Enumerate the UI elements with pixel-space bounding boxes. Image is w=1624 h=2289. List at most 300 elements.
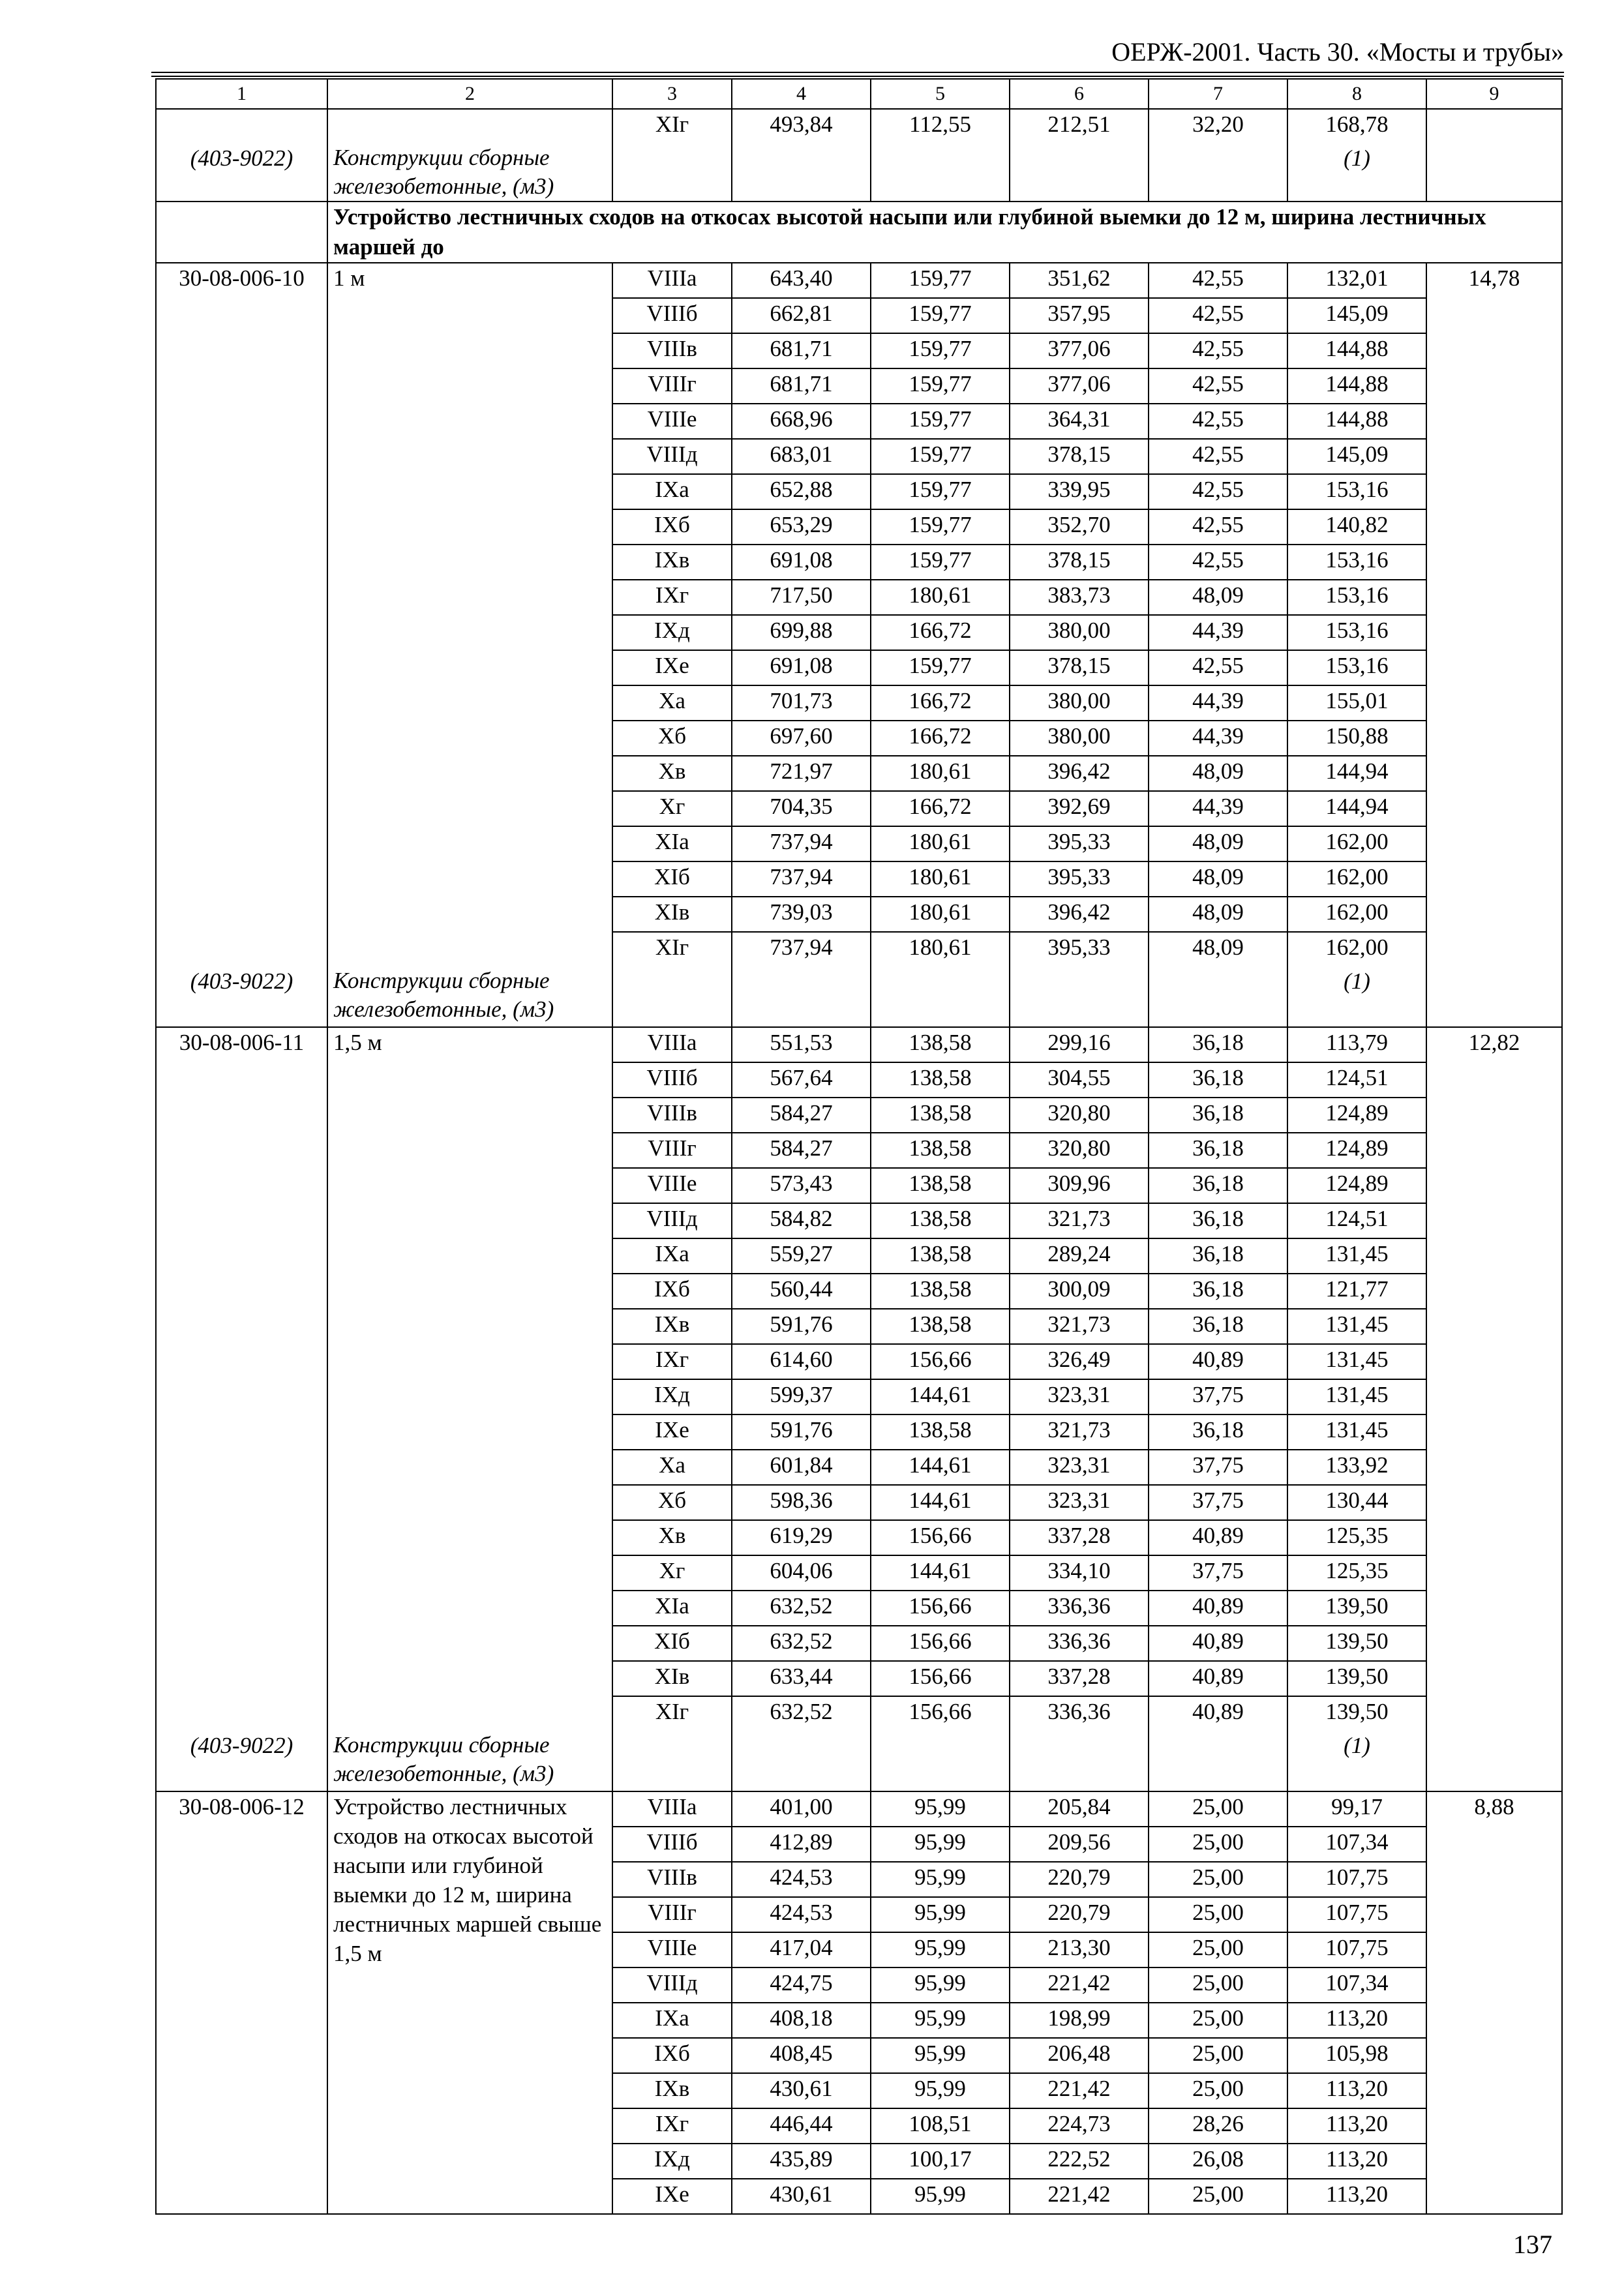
empty-cell	[1426, 1827, 1562, 1862]
value-cell: 383,73	[1010, 580, 1149, 615]
empty-cell	[156, 897, 327, 932]
value-cell: 221,42	[1010, 2073, 1149, 2108]
value-cell: 44,39	[1149, 791, 1287, 826]
value-cell: 105,98	[1287, 2038, 1426, 2073]
material-name: Конструкции сборные железобетонные, (м3)	[327, 1731, 612, 1791]
table-row	[156, 685, 1562, 721]
empty-cell	[156, 1062, 327, 1098]
zone-cell: IXа	[612, 2003, 732, 2038]
value-cell: 395,33	[1010, 932, 1149, 966]
zone-cell: Xг	[612, 791, 732, 826]
value-cell: 95,99	[871, 1827, 1010, 1862]
zone-cell: IXб	[612, 509, 732, 545]
value-cell: 717,50	[732, 580, 871, 615]
empty-cell	[156, 1274, 327, 1309]
value-cell: 37,75	[1149, 1379, 1287, 1414]
empty-cell	[1426, 1238, 1562, 1274]
value-cell: 435,89	[732, 2144, 871, 2179]
zone-cell: VIIIа	[612, 1791, 732, 1827]
empty-cell	[156, 1591, 327, 1626]
empty-cell	[156, 1661, 327, 1696]
value-cell: 643,40	[732, 263, 871, 298]
empty-cell	[1426, 143, 1562, 202]
value-cell: 378,15	[1010, 439, 1149, 474]
material-qty: (1)	[1287, 1731, 1426, 1791]
value-cell: 321,73	[1010, 1414, 1149, 1450]
value-cell: 36,18	[1149, 1098, 1287, 1133]
value-cell: 691,08	[732, 650, 871, 685]
value-cell: 395,33	[1010, 861, 1149, 897]
zone-cell: VIIIд	[612, 1967, 732, 2003]
empty-cell	[327, 1626, 612, 1661]
value-cell: 153,16	[1287, 545, 1426, 580]
value-cell: 697,60	[732, 721, 871, 756]
column-number: 5	[871, 79, 1010, 109]
value-cell: 48,09	[1149, 826, 1287, 861]
empty-cell	[327, 1098, 612, 1133]
value-cell: 138,58	[871, 1098, 1010, 1133]
empty-cell	[327, 1309, 612, 1344]
empty-cell	[1426, 650, 1562, 685]
empty-cell	[1426, 1661, 1562, 1696]
value-cell: 159,77	[871, 439, 1010, 474]
empty-cell	[1426, 1309, 1562, 1344]
empty-cell	[1426, 1862, 1562, 1897]
value-cell: 145,09	[1287, 298, 1426, 333]
empty-cell	[327, 509, 612, 545]
value-cell: 299,16	[1010, 1027, 1149, 1062]
empty-cell	[1426, 1485, 1562, 1520]
value-cell: 138,58	[871, 1414, 1010, 1450]
value-cell: 632,52	[732, 1591, 871, 1626]
empty-cell	[156, 1555, 327, 1591]
zone-cell: XIг	[612, 109, 732, 143]
material-code: (403-9022)	[156, 1731, 327, 1791]
value-cell: 144,61	[871, 1555, 1010, 1591]
table-row	[156, 1062, 1562, 1098]
section-title: Устройство лестничных сходов на откосах высотой насыпи или глубиной выемки до 12 м, ширина лестничных маршей до	[327, 202, 1562, 263]
value-cell: 48,09	[1149, 932, 1287, 966]
empty-cell	[612, 966, 732, 1027]
table-row	[156, 1520, 1562, 1555]
value-cell: 95,99	[871, 2038, 1010, 2073]
value-cell: 162,00	[1287, 932, 1426, 966]
value-cell: 619,29	[732, 1520, 871, 1555]
empty-cell	[1426, 1450, 1562, 1485]
table-row	[156, 1696, 1562, 1731]
zone-cell: VIIIг	[612, 1897, 732, 1932]
empty-cell	[156, 580, 327, 615]
value-cell: 139,50	[1287, 1591, 1426, 1626]
zone-cell: VIIIа	[612, 263, 732, 298]
value-cell: 140,82	[1287, 509, 1426, 545]
value-cell: 162,00	[1287, 826, 1426, 861]
empty-cell	[327, 404, 612, 439]
empty-cell	[156, 756, 327, 791]
value-cell: 198,99	[1010, 2003, 1149, 2038]
empty-cell	[1426, 1626, 1562, 1661]
empty-cell	[1426, 2144, 1562, 2179]
column-number: 4	[732, 79, 871, 109]
zone-cell: VIIIа	[612, 1027, 732, 1062]
item-code: 30-08-006-10	[156, 263, 327, 298]
table-row	[156, 545, 1562, 580]
material-row	[156, 966, 1562, 1027]
column-number-row	[156, 79, 1562, 109]
value-cell: 180,61	[871, 932, 1010, 966]
item-norm: 14,78	[1426, 263, 1562, 298]
value-cell: 206,48	[1010, 2038, 1149, 2073]
value-cell: 36,18	[1149, 1203, 1287, 1238]
empty-cell	[1426, 509, 1562, 545]
table-row	[156, 1344, 1562, 1379]
zone-cell: VIIIб	[612, 1062, 732, 1098]
value-cell: 131,45	[1287, 1238, 1426, 1274]
value-cell: 42,55	[1149, 368, 1287, 404]
value-cell: 112,55	[871, 109, 1010, 143]
value-cell: 144,61	[871, 1450, 1010, 1485]
empty-cell	[327, 791, 612, 826]
value-cell: 701,73	[732, 685, 871, 721]
value-cell: 138,58	[871, 1062, 1010, 1098]
value-cell: 130,44	[1287, 1485, 1426, 1520]
value-cell: 131,45	[1287, 1414, 1426, 1450]
zone-cell: VIIIе	[612, 404, 732, 439]
value-cell: 396,42	[1010, 756, 1149, 791]
empty-cell	[1426, 2038, 1562, 2073]
empty-cell	[327, 474, 612, 509]
material-name: Конструкции сборные железобетонные, (м3)	[327, 966, 612, 1027]
empty-cell	[1426, 756, 1562, 791]
value-cell: 32,20	[1149, 109, 1287, 143]
empty-cell	[1010, 1731, 1149, 1791]
empty-cell	[1149, 143, 1287, 202]
value-cell: 131,45	[1287, 1379, 1426, 1414]
empty-cell	[156, 439, 327, 474]
empty-cell	[732, 143, 871, 202]
value-cell: 25,00	[1149, 2179, 1287, 2214]
value-cell: 336,36	[1010, 1626, 1149, 1661]
section-title-row	[156, 202, 1562, 263]
empty-cell	[1426, 1203, 1562, 1238]
value-cell: 737,94	[732, 932, 871, 966]
value-cell: 95,99	[871, 2003, 1010, 2038]
value-cell: 166,72	[871, 791, 1010, 826]
table-row	[156, 509, 1562, 545]
value-cell: 159,77	[871, 333, 1010, 368]
table-row	[156, 1203, 1562, 1238]
value-cell: 591,76	[732, 1414, 871, 1450]
item-name: 1,5 м	[327, 1027, 612, 1062]
empty-cell	[156, 1379, 327, 1414]
empty-cell	[327, 1485, 612, 1520]
value-cell: 42,55	[1149, 439, 1287, 474]
empty-cell	[156, 202, 327, 263]
value-cell: 159,77	[871, 404, 1010, 439]
value-cell: 36,18	[1149, 1238, 1287, 1274]
value-cell: 166,72	[871, 615, 1010, 650]
column-number: 7	[1149, 79, 1287, 109]
value-cell: 48,09	[1149, 861, 1287, 897]
zone-cell: XIг	[612, 1696, 732, 1731]
empty-cell	[156, 298, 327, 333]
table-row	[156, 404, 1562, 439]
table-row	[156, 756, 1562, 791]
value-cell: 113,20	[1287, 2108, 1426, 2144]
empty-cell	[1426, 861, 1562, 897]
empty-cell	[156, 368, 327, 404]
zone-cell: XIа	[612, 826, 732, 861]
value-cell: 95,99	[871, 1897, 1010, 1932]
value-cell: 138,58	[871, 1238, 1010, 1274]
empty-cell	[1426, 580, 1562, 615]
value-cell: 40,89	[1149, 1520, 1287, 1555]
zone-cell: IXа	[612, 1238, 732, 1274]
value-cell: 323,31	[1010, 1379, 1149, 1414]
item-name: 1 м	[327, 263, 612, 298]
empty-cell	[156, 1897, 327, 1932]
empty-cell	[156, 1098, 327, 1133]
value-cell: 559,27	[732, 1238, 871, 1274]
value-cell: 604,06	[732, 1555, 871, 1591]
zone-cell: IXв	[612, 1309, 732, 1344]
empty-cell	[327, 1238, 612, 1274]
empty-cell	[1426, 826, 1562, 861]
zone-cell: IXг	[612, 580, 732, 615]
value-cell: 321,73	[1010, 1309, 1149, 1344]
empty-cell	[156, 404, 327, 439]
value-cell: 336,36	[1010, 1591, 1149, 1626]
value-cell: 37,75	[1149, 1450, 1287, 1485]
value-cell: 100,17	[871, 2144, 1010, 2179]
value-cell: 584,27	[732, 1098, 871, 1133]
value-cell: 153,16	[1287, 580, 1426, 615]
value-cell: 42,55	[1149, 509, 1287, 545]
zone-cell: VIIIв	[612, 1862, 732, 1897]
value-cell: 652,88	[732, 474, 871, 509]
empty-cell	[327, 1168, 612, 1203]
value-cell: 26,08	[1149, 2144, 1287, 2179]
value-cell: 124,51	[1287, 1203, 1426, 1238]
value-cell: 99,17	[1287, 1791, 1426, 1827]
value-cell: 614,60	[732, 1344, 871, 1379]
zone-cell: VIIIб	[612, 298, 732, 333]
value-cell: 36,18	[1149, 1027, 1287, 1062]
value-cell: 124,89	[1287, 1168, 1426, 1203]
table-row	[156, 1379, 1562, 1414]
empty-cell	[156, 2038, 327, 2073]
value-cell: 107,34	[1287, 1827, 1426, 1862]
value-cell: 153,16	[1287, 650, 1426, 685]
value-cell: 213,30	[1010, 1932, 1149, 1967]
table-row	[156, 650, 1562, 685]
value-cell: 408,45	[732, 2038, 871, 2073]
value-cell: 220,79	[1010, 1897, 1149, 1932]
value-cell: 48,09	[1149, 580, 1287, 615]
empty-cell	[156, 1520, 327, 1555]
empty-cell	[1426, 615, 1562, 650]
empty-cell	[156, 1696, 327, 1731]
table-row	[156, 721, 1562, 756]
value-cell: 95,99	[871, 2073, 1010, 2108]
value-cell: 107,75	[1287, 1932, 1426, 1967]
value-cell: 392,69	[1010, 791, 1149, 826]
value-cell: 304,55	[1010, 1062, 1149, 1098]
value-cell: 168,78	[1287, 109, 1426, 143]
value-cell: 424,75	[732, 1967, 871, 2003]
value-cell: 721,97	[732, 756, 871, 791]
empty-cell	[612, 143, 732, 202]
table-row	[156, 1309, 1562, 1344]
empty-cell	[156, 2179, 327, 2214]
empty-cell	[327, 650, 612, 685]
zone-cell: IXд	[612, 615, 732, 650]
zone-cell: Xа	[612, 685, 732, 721]
table-row	[156, 1414, 1562, 1450]
empty-cell	[156, 1450, 327, 1485]
value-cell: 221,42	[1010, 1967, 1149, 2003]
value-cell: 144,94	[1287, 791, 1426, 826]
empty-cell	[327, 1133, 612, 1168]
empty-cell	[1426, 1555, 1562, 1591]
value-cell: 25,00	[1149, 1932, 1287, 1967]
value-cell: 222,52	[1010, 2144, 1149, 2179]
value-cell: 326,49	[1010, 1344, 1149, 1379]
value-cell: 320,80	[1010, 1098, 1149, 1133]
empty-cell	[1426, 1932, 1562, 1967]
empty-cell	[1426, 1379, 1562, 1414]
zone-cell: IXв	[612, 2073, 732, 2108]
value-cell: 25,00	[1149, 1827, 1287, 1862]
empty-cell	[1426, 298, 1562, 333]
value-cell: 95,99	[871, 1967, 1010, 2003]
empty-cell	[327, 932, 612, 966]
empty-cell	[156, 685, 327, 721]
table-row	[156, 1626, 1562, 1661]
value-cell: 699,88	[732, 615, 871, 650]
value-cell: 337,28	[1010, 1520, 1149, 1555]
table-row	[156, 333, 1562, 368]
value-cell: 153,16	[1287, 474, 1426, 509]
value-cell: 156,66	[871, 1591, 1010, 1626]
value-cell: 159,77	[871, 509, 1010, 545]
zone-cell: VIIIд	[612, 1203, 732, 1238]
value-cell: 36,18	[1149, 1414, 1287, 1450]
value-cell: 95,99	[871, 1862, 1010, 1897]
column-number: 6	[1010, 79, 1149, 109]
zone-cell: XIв	[612, 1661, 732, 1696]
value-cell: 44,39	[1149, 721, 1287, 756]
page-number: 137	[1513, 2230, 1552, 2259]
zone-cell: IXа	[612, 474, 732, 509]
value-cell: 166,72	[871, 685, 1010, 721]
empty-cell	[327, 861, 612, 897]
value-cell: 683,01	[732, 439, 871, 474]
empty-cell	[156, 1309, 327, 1344]
empty-cell	[1426, 1062, 1562, 1098]
value-cell: 180,61	[871, 897, 1010, 932]
value-cell: 36,18	[1149, 1133, 1287, 1168]
value-cell: 551,53	[732, 1027, 871, 1062]
empty-cell	[327, 1591, 612, 1626]
value-cell: 121,77	[1287, 1274, 1426, 1309]
empty-cell	[156, 826, 327, 861]
value-cell: 417,04	[732, 1932, 871, 1967]
empty-cell	[1426, 545, 1562, 580]
value-cell: 36,18	[1149, 1274, 1287, 1309]
value-cell: 42,55	[1149, 545, 1287, 580]
empty-cell	[1426, 1274, 1562, 1309]
value-cell: 138,58	[871, 1027, 1010, 1062]
value-cell: 113,20	[1287, 2144, 1426, 2179]
value-cell: 378,15	[1010, 650, 1149, 685]
value-cell: 113,20	[1287, 2073, 1426, 2108]
value-cell: 221,42	[1010, 2179, 1149, 2214]
table-row	[156, 1168, 1562, 1203]
table-row	[156, 791, 1562, 826]
empty-cell	[156, 615, 327, 650]
table-row	[156, 1661, 1562, 1696]
column-number: 9	[1426, 79, 1562, 109]
empty-cell	[156, 509, 327, 545]
table-row	[156, 826, 1562, 861]
empty-cell	[1426, 932, 1562, 966]
empty-cell	[327, 615, 612, 650]
value-cell: 144,61	[871, 1485, 1010, 1520]
value-cell: 139,50	[1287, 1661, 1426, 1696]
empty-cell	[327, 1379, 612, 1414]
empty-cell	[156, 1862, 327, 1897]
value-cell: 144,88	[1287, 404, 1426, 439]
value-cell: 378,15	[1010, 545, 1149, 580]
value-cell: 412,89	[732, 1827, 871, 1862]
empty-cell	[327, 685, 612, 721]
value-cell: 632,52	[732, 1626, 871, 1661]
value-cell: 159,77	[871, 650, 1010, 685]
table-row	[156, 1791, 1562, 1827]
value-cell: 380,00	[1010, 721, 1149, 756]
empty-cell	[327, 109, 612, 143]
value-cell: 108,51	[871, 2108, 1010, 2144]
zone-cell: Xв	[612, 756, 732, 791]
value-cell: 25,00	[1149, 2073, 1287, 2108]
table-row	[156, 615, 1562, 650]
empty-cell	[327, 1274, 612, 1309]
zone-cell: VIIIв	[612, 333, 732, 368]
item-code: 30-08-006-11	[156, 1027, 327, 1062]
value-cell: 430,61	[732, 2073, 871, 2108]
empty-cell	[1426, 1168, 1562, 1203]
table-row	[156, 109, 1562, 143]
zone-cell: IXд	[612, 1379, 732, 1414]
running-header: ОЕРЖ-2001. Часть 30. «Мосты и трубы»	[1111, 37, 1564, 67]
table-row	[156, 474, 1562, 509]
empty-cell	[1426, 1520, 1562, 1555]
empty-cell	[156, 1344, 327, 1379]
zone-cell: IXг	[612, 2108, 732, 2144]
value-cell: 25,00	[1149, 2003, 1287, 2038]
value-cell: 739,03	[732, 897, 871, 932]
empty-cell	[327, 721, 612, 756]
value-cell: 320,80	[1010, 1133, 1149, 1168]
value-cell: 138,58	[871, 1309, 1010, 1344]
value-cell: 395,33	[1010, 826, 1149, 861]
empty-cell	[156, 1414, 327, 1450]
zone-cell: Xб	[612, 721, 732, 756]
value-cell: 42,55	[1149, 263, 1287, 298]
value-cell: 598,36	[732, 1485, 871, 1520]
value-cell: 300,09	[1010, 1274, 1149, 1309]
